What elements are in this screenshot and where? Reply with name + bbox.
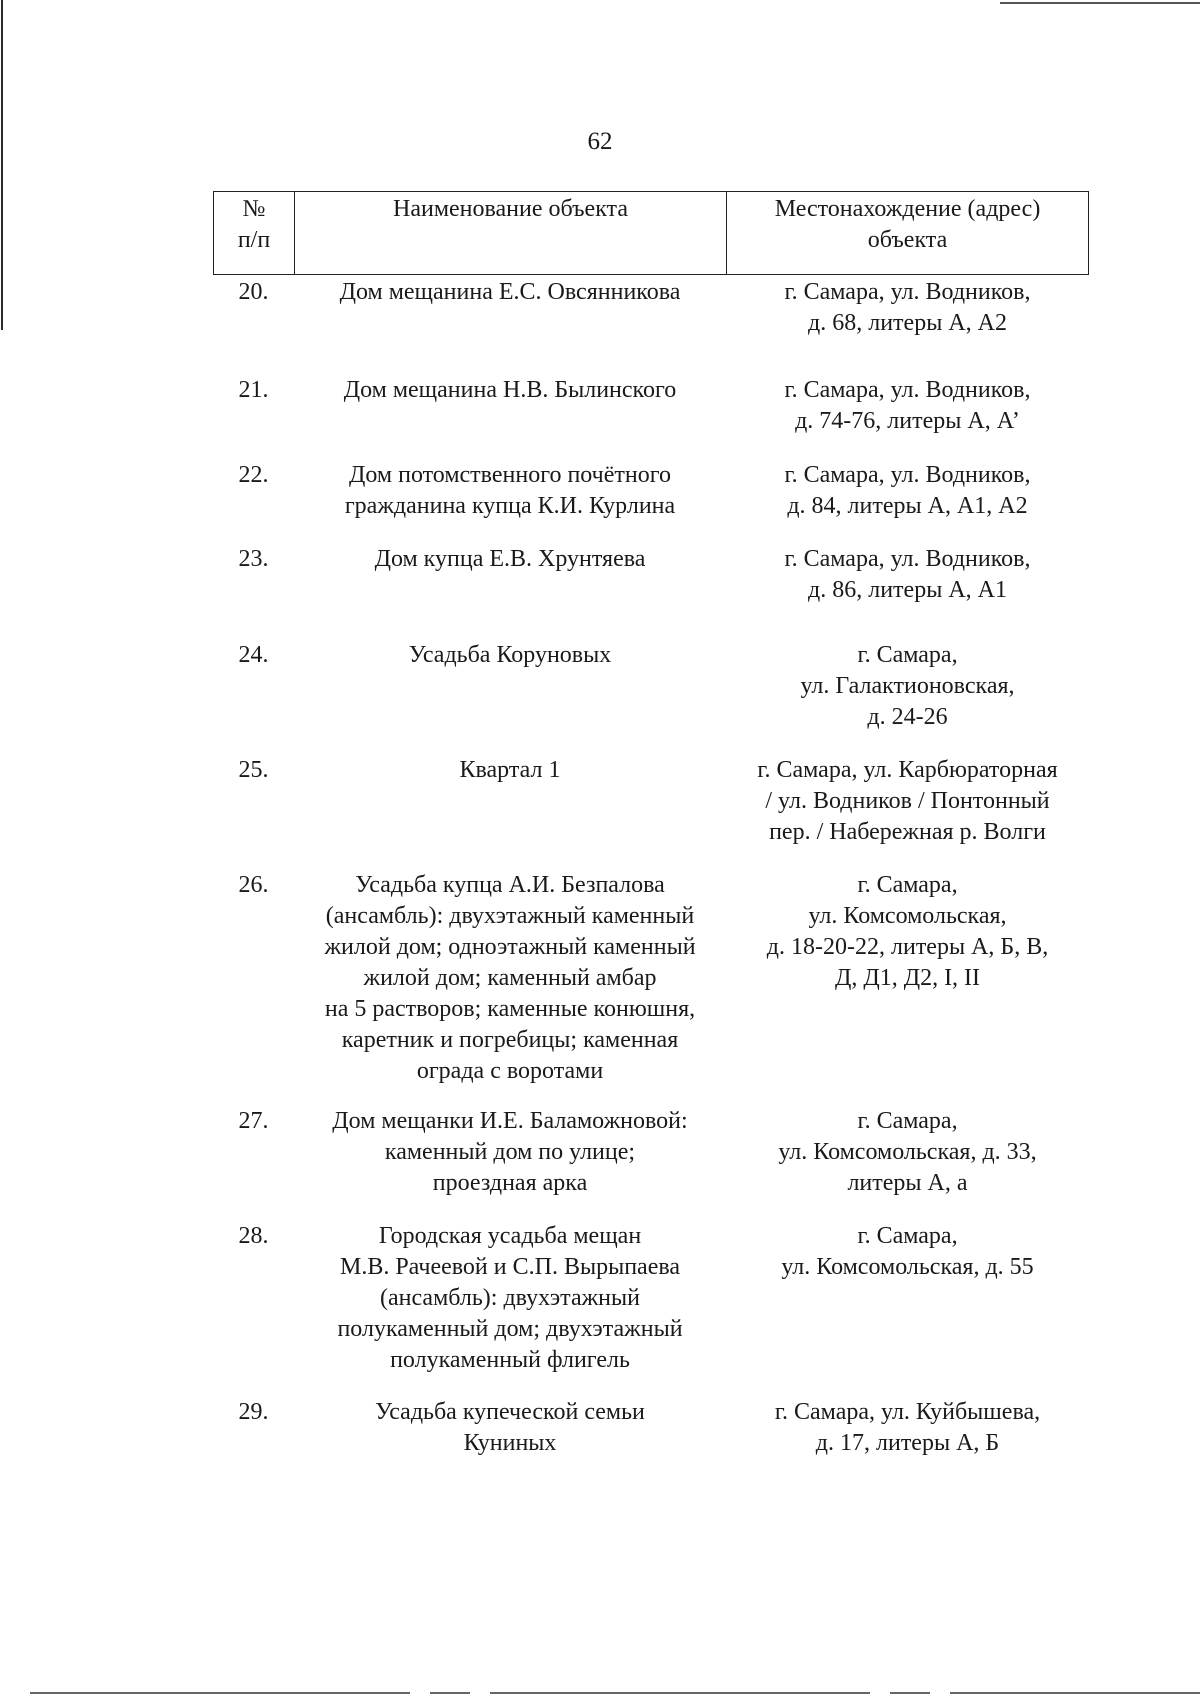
object-address: г. Самара, ул. Водников, д. 84, литеры А, А1, А2 — [784, 462, 1031, 519]
object-name: Городская усадьба мещан М.В. Рачеевой и С.П. Вырыпаева (ансамбль): двухэтажный полукаменный дом; двухэтажный полукаменный флигель — [337, 1223, 683, 1373]
row-number: 22. — [238, 462, 269, 488]
object-address: г. Самара, ул. Комсомольская, д. 33, литеры А, а — [778, 1108, 1037, 1196]
header-num: № п/п — [214, 192, 295, 274]
table-row — [213, 277, 1089, 339]
table-row — [213, 375, 1089, 437]
table-row — [213, 544, 1089, 606]
object-address: г. Самара, ул. Комсомольская, д. 18-20-22, литеры А, Б, В, Д, Д1, Д2, I, II — [766, 872, 1049, 991]
header-address: Местонахождение (адрес) объекта — [774, 196, 1041, 253]
object-address: г. Самара, ул. Водников, д. 74-76, литеры А, А’ — [784, 377, 1031, 434]
table-row — [213, 870, 1089, 1087]
row-number: 25. — [238, 757, 269, 783]
object-name: Дом мещанина Н.В. Былинского — [343, 377, 677, 403]
table-row — [213, 1397, 1089, 1459]
table-row — [213, 755, 1089, 848]
row-number: 20. — [238, 279, 269, 305]
object-name: Усадьба купца А.И. Безпалова (ансамбль): двухэтажный каменный жилой дом; одноэтажный каменный жилой дом; каменный амбар на 5 растворов; каменные конюшня, каретник и погребицы; каменная ограда с воротами — [324, 872, 696, 1084]
object-name: Дом мещанина Е.С. Овсянникова — [339, 279, 681, 305]
scan-edge-bottom — [30, 1692, 1200, 1694]
row-number: 28. — [238, 1223, 269, 1249]
page-number: 62 — [587, 128, 613, 155]
scan-edge-left — [1, 0, 3, 330]
object-name: Усадьба купеческой семьи Куниных — [375, 1399, 645, 1456]
row-number: 29. — [238, 1399, 269, 1425]
header-name: Наименование объекта — [295, 192, 727, 274]
object-address: г. Самара, ул. Водников, д. 68, литеры А, А2 — [784, 279, 1031, 336]
object-name: Дом купца Е.В. Хрунтяева — [374, 546, 646, 572]
table-row — [213, 460, 1089, 522]
object-name: Дом потомственного почётного гражданина купца К.И. Курлина — [344, 462, 676, 519]
object-name: Квартал 1 — [459, 757, 561, 783]
object-name: Дом мещанки И.Е. Баламожновой: каменный дом по улице; проездная арка — [332, 1108, 688, 1196]
row-number: 27. — [238, 1108, 269, 1134]
object-address: г. Самара, ул. Галактионовская, д. 24-26 — [800, 642, 1015, 730]
table-row — [213, 640, 1089, 733]
table-header — [213, 191, 1089, 275]
row-number: 24. — [238, 642, 269, 668]
table-row — [213, 1221, 1089, 1376]
row-number: 21. — [238, 377, 269, 403]
object-address: г. Самара, ул. Карбюраторная / ул. Водников / Понтонный пер. / Набережная р. Волги — [757, 757, 1058, 845]
row-number: 26. — [238, 872, 269, 898]
scan-edge-top — [1000, 2, 1200, 4]
object-address: г. Самара, ул. Комсомольская, д. 55 — [781, 1223, 1034, 1280]
row-number: 23. — [238, 546, 269, 572]
object-address: г. Самара, ул. Водников, д. 86, литеры А, А1 — [784, 546, 1031, 603]
table-row — [213, 1106, 1089, 1199]
object-address: г. Самара, ул. Куйбышева, д. 17, литеры А, Б — [774, 1399, 1041, 1456]
object-name: Усадьба Коруновых — [408, 642, 612, 668]
